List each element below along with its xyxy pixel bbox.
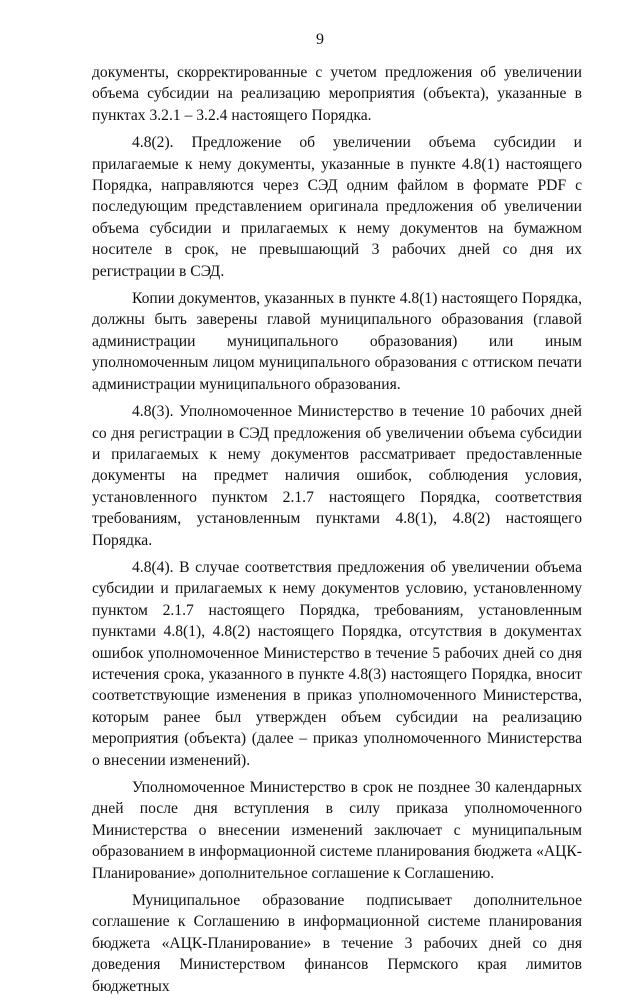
paragraph-4-8-3: 4.8(3). Уполномоченное Министерство в течение 10 рабочих дней со дня регистрации в СЭД предложения об увеличении объема субсидии и прилагаемых к нему документов рассматривает предоставленные документы на предмет наличия ошибок, соблюдения условия, установленного пунктом 2.1.7 настоящего Порядка, соответствия требованиям, установленным пунктами 4.8(1), 4.8(2) настоящего Порядка. xyxy=(92,403,582,549)
document-body xyxy=(92,62,582,1003)
page-number: 9 xyxy=(316,31,324,48)
paragraph-copies-certification: Копии документов, указанных в пункте 4.8(1) настоящего Порядка, должны быть заверены главой муниципального образования (главой администрации муниципального образования) или иным уполномоченным лицом муниципального образования с оттиском печати администрации муниципального образования. xyxy=(92,290,582,393)
paragraph-additional-agreement: Уполномоченное Министерство в срок не позднее 30 календарных дней после дня вступления в силу приказа уполномоченного Министерства о внесении изменений заключает с муниципальным образованием в информационной системе планирования бюджета «АЦК-Планирование» дополнительное соглашение к Соглашению. xyxy=(92,779,582,882)
paragraph-4-8-2: 4.8(2). Предложение об увеличении объема субсидии и прилагаемые к нему документы, указанные в пункте 4.8(1) настоящего Порядка, направляются через СЭД одним файлом в формате PDF с последующим представлением оригинала предложения об увеличении объема субсидии и прилагаемых к нему документов на бумажном носителе в срок, не превышающий 3 рабочих дней со дня их регистрации в СЭД. xyxy=(92,134,582,280)
paragraph-continuation: документы, скорректированные с учетом предложения об увеличении объема субсидии на реализацию мероприятия (объекта), указанные в пунктах 3.2.1 – 3.2.4 настоящего Порядка. xyxy=(92,64,582,124)
paragraph-4-8-4: 4.8(4). В случае соответствия предложения об увеличении объема субсидии и прилагаемых к нему документов условию, установленному пунктом 2.1.7 настоящего Порядка, требованиям, установленным пунктами 4.8(1), 4.8(2) настоящего Порядка, отсутствия в документах ошибок уполномоченное Министерство в течение 5 рабочих дней со дня истечения срока, указанного в пункте 4.8(3) настоящего Порядка, вносит соответствующие изменения в приказ уполномоченного Министерства, которым ранее был утвержден объем субсидии на реализацию мероприятия (объекта) (далее – приказ уполномоченного Министерства о внесении изменений). xyxy=(92,558,582,769)
paragraph-municipality-signs: Муниципальное образование подписывает дополнительное соглашение к Соглашению в информационной системе планирования бюджета «АЦК-Планирование» в течение 3 рабочих дней со дня доведения Министерством финансов Пермского края лимитов бюджетных xyxy=(92,892,582,995)
